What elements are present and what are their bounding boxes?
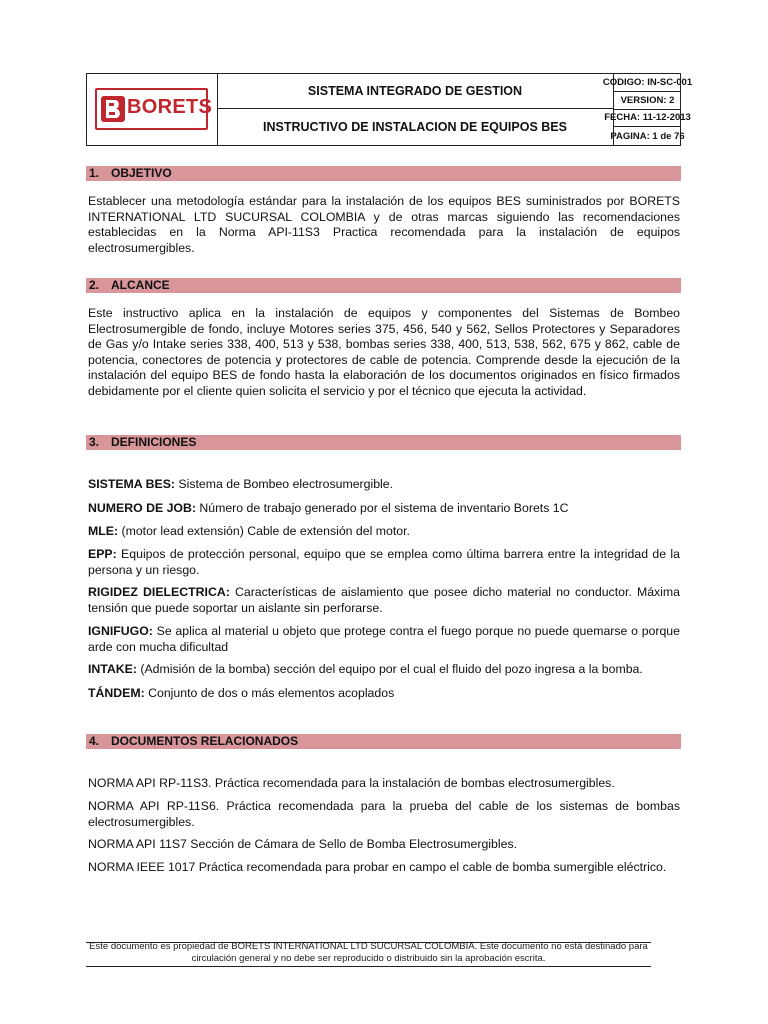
- definition-item: SISTEMA BES: Sistema de Bombeo electrosumergible.: [88, 477, 394, 491]
- document-title: INSTRUCTIVO DE INSTALACION DE EQUIPOS BES: [263, 119, 567, 134]
- section-heading-documentos: 4. DOCUMENTOS RELACIONADOS: [86, 734, 681, 749]
- logo-cell: [87, 74, 218, 145]
- document-header: [86, 73, 693, 146]
- related-document-item: NORMA API RP-11S6. Práctica recomendada para la prueba del cable de los sistemas de bombas electrosumergibles.: [88, 799, 680, 829]
- definition-item: IGNIFUGO: Se aplica al material u objeto que protege contra el fuego porque no puede quemarse o porque arde con mucha dificultad: [88, 624, 680, 654]
- borets-emblem-icon: [100, 94, 126, 124]
- codigo: CODIGO: IN-SC-001: [614, 74, 681, 92]
- definition-item: NUMERO DE JOB: Número de trabajo generado por el sistema de inventario Borets 1C: [88, 501, 569, 515]
- related-document-item: NORMA IEEE 1017 Práctica recomendada para probar en campo el cable de bomba sumergible eléctrico.: [88, 860, 667, 874]
- fecha: FECHA: 11-12-2013: [614, 110, 681, 128]
- pagina: PAGINA: 1 de 76: [610, 130, 685, 142]
- related-document-item: NORMA API 11S7 Sección de Cámara de Sello de Bomba Electrosumergibles.: [88, 837, 518, 851]
- section-heading-alcance: 2. ALCANCE: [86, 278, 681, 293]
- logo-text: BORETS: [127, 96, 213, 118]
- borets-logo: [95, 88, 213, 130]
- document-metadata: [602, 74, 693, 145]
- system-title: SISTEMA INTEGRADO DE GESTION: [217, 74, 613, 109]
- definition-item: TÁNDEM: Conjunto de dos o más elementos acoplados: [88, 686, 395, 700]
- section-heading-definiciones: 3. DEFINICIONES: [86, 435, 681, 450]
- section-heading-objetivo: 1. OBJETIVO: [86, 166, 681, 181]
- definition-item: MLE: (motor lead extensión) Cable de extensión del motor.: [88, 524, 410, 538]
- definition-item: RIGIDEZ DIELECTRICA: Características de aislamiento que posee dicho material no conductor. Máxima tensión que puede soportar un aislante sin perforarse.: [88, 585, 681, 615]
- definition-item: EPP: Equipos de protección personal, equipo que se emplea como última barrera entre la integridad de la persona y un riesgo.: [88, 547, 680, 577]
- objetivo-text: Establecer una metodología estándar para la instalación de los equipos BES suministrados por BORETS INTERNATIONAL LTD SUCURSAL COLOMBIA y de otras marcas siguiendo las recomendaciones establecidas en la Norma API-11S3 Practica recomendada para la instalación de equipos electrosumergibles.: [88, 194, 680, 255]
- related-document-item: NORMA API RP-11S3. Práctica recomendada para la instalación de bombas electrosumergibles.: [88, 776, 615, 790]
- footer-bottom-rule: [86, 966, 651, 967]
- definition-item: INTAKE: (Admisión de la bomba) sección del equipo por el cual el fluido del pozo ingresa a la bomba.: [88, 662, 643, 676]
- footer-notice: Este documento es propiedad de BORETS INTERNATIONAL LTD SUCURSAL COLOMBIA. Este documento no está destinado para circulación general y no debe ser reproducido o distribuido sin la aprobación escrita.: [89, 941, 648, 964]
- alcance-text: Este instructivo aplica en la instalación de equipos y componentes del Sistemas de Bombeo Electrosumergible de fondo, incluye Motores series 375, 456, 540 y 562, Sellos Protectores y Separadores de Gas y/o Intake series 338, 400, 513 y 538, bombas series 338, 400, 513, 538, 562, 675 y 862, cable de potencia, conectores de potencia y protectores de cable de potencia. Comprende desde la ejecución de la instalación del equipo BES de fondo hasta la elaboración de los documentos originados en físico firmados debidamente por el cliente quien solicita el servicio y por el técnico que ejecuta la actividad.: [88, 306, 680, 398]
- version: VERSION: 2: [614, 92, 681, 110]
